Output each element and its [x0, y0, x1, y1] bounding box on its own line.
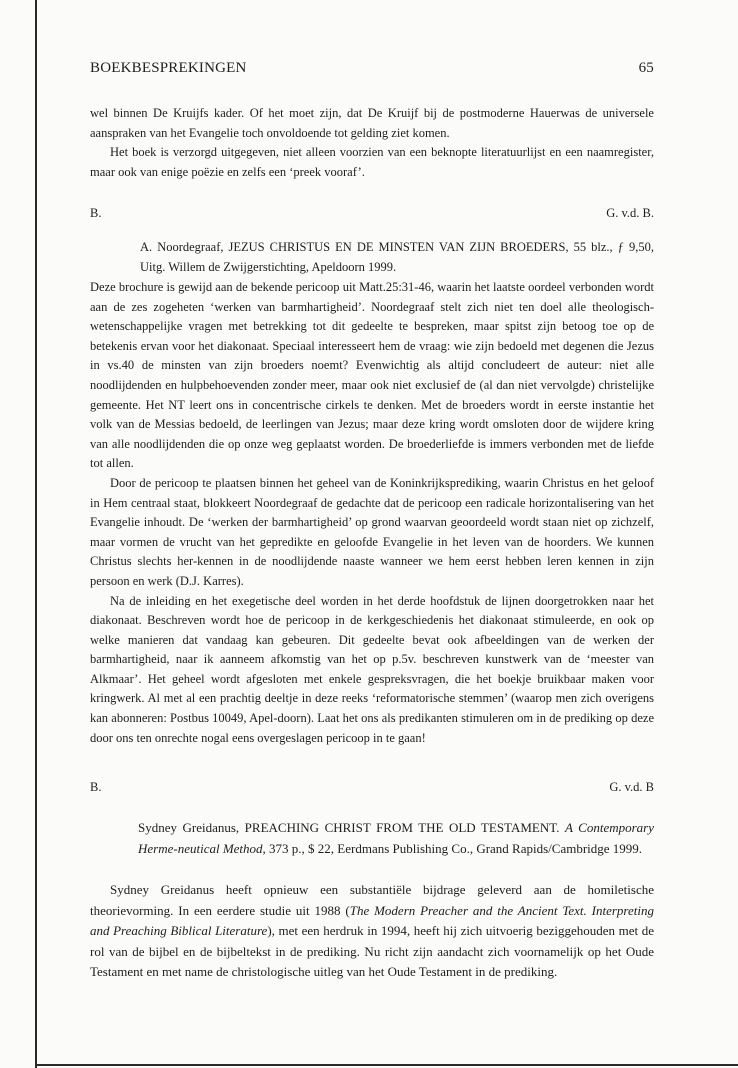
signature-initials: G. v.d. B. [606, 206, 654, 220]
citation-details: 373 p., $ 22, Eerdmans Publishing Co., Grand Rapids/Cambridge 1999. [269, 840, 643, 856]
page-bottom-rule [35, 1064, 738, 1066]
paragraph: Deze brochure is gewijd aan de bekende pericoop uit Matt.25:31-46, waarin het laatste oordeel verbonden wordt aan de zes zogeheten ‘werken van barmhartigheid’. Noordegraaf stelt zich niet ten doel alle theologisch-wetenschappelijke vragen met betrekking tot dit gedeelte te bespreken, maar spitst zijn betoog toe op de betekenis ervan voor het diakonaat. Speciaal interesseert hem de vraag: wie zijn bedoeld met degenen die Jezus in vs.40 de minsten van zijn broeders noemt? Evenwichtig als altijd concludeert de auteur: niet alle noodlijdenden en hulpbehoevenden zonder meer, maar ook niet exclusief de (al dan niet vervolgde) christelijke gemeente. Het NT leert ons in concentrische cirkels te denken. Met de broeders wordt in eerste instantie het volk van de Messias bedoeld, de leerlingen van Jezus; maar deze kring wordt omsloten door de wijdere kring van alle noodlijdenden die op onze weg geplaatst worden. De broederliefde is immers verbonden met de liefde tot allen. [90, 280, 654, 471]
citation-subtitle: A Contemporary Herme-neutical Method, [138, 820, 654, 856]
book-citation: A. Noordegraaf, JEZUS CHRISTUS EN DE MINSTEN VAN ZIJN BROEDERS, 55 blz., ƒ 9,50, Uitg. Willem de Zwijgerstichting, Apeldoorn 1999. [140, 240, 654, 274]
page-number: 65 [638, 60, 654, 76]
running-header [90, 60, 654, 77]
review-body [90, 880, 654, 983]
paragraph-text: Sydney Greidanus heeft opnieuw een substantiële bijdrage geleverd aan de homiletische theorievorming. In een eerdere studie uit 1988 ( [90, 882, 654, 918]
paragraph: Het boek is verzorgd uitgegeven, niet alleen voorzien van een beknopte literatuurlijst en een naamregister, maar ook van enige poëzie en zelfs een ‘preek vooraf’. [90, 145, 654, 179]
paragraph [90, 880, 654, 983]
paragraph-text: ), met een herdruk in 1994, heeft hij zich uitvoerig beziggehouden met de rol van de bijbel en de bijbeltekst in de prediking. Nu richt zijn aandacht zich voornamelijk op het Oude Testament en met name de christologische uitleg van het Oude Testament in de prediking. [90, 923, 654, 979]
page-left-rule [35, 0, 37, 1068]
book-citation [138, 818, 654, 859]
paragraph: Door de pericoop te plaatsen binnen het geheel van de Koninkrijksprediking, waarin Christus en het geloof in Hem centraal staat, blokkeert Noordegraaf de gedachte dat de pericoop een radicale horizontalisering van het Evangelie inhoudt. De ‘werken der barmhartigheid’ op grond waarvan geoordeeld wordt staan niet op zichzelf, maar vormen de vrucht van het gepredikte en geloofde Evangelie in het leven van de hoorders. We kunnen Christus slechts her-kennen in de noodlijdende naaste wanneer we hem eerst hebben leren kennen in zijn persoon en werk (D.J. Karres). [90, 475, 654, 588]
signature-place: B. [90, 780, 102, 794]
review-signature [90, 780, 654, 795]
signature-place: B. [90, 206, 102, 220]
paragraph: Na de inleiding en het exegetische deel worden in het derde hoofdstuk de lijnen doorgetrokken naar het diakonaat. Beschreven wordt hoe de pericoop in de kerkgeschiedenis het diakonaat stimuleerde, en ook op welke manieren dat vandaag kan gebeuren. Dit gedeelte bevat ook afbeeldingen van de werken der barmhartigheid, naar ik aanneem afkomstig van het op p.5v. beschreven kunstwerk van de ‘meester van Alkmaar’. Het geheel wordt afgesloten met enkele gespreksvragen, die het boekje bruikbaar maken voor kringwerk. Al met al een prachtig deeltje in deze reeks ‘reformatorische stemmen’ (waarop men zich overigens kan abonneren: Postbus 10049, Apel-doorn). Laat het ons als predikanten stimuleren om in de prediking op deze door ons ten onrechte nogal eens overgeslagen pericoop in te gaan! [90, 593, 654, 745]
running-title: BOEKBESPREKINGEN [90, 60, 247, 76]
cited-title: The Modern Preacher and the Ancient Text. Interpreting and Preaching Biblical Literature [90, 902, 654, 938]
review-body [90, 278, 654, 748]
paragraph: wel binnen De Kruijfs kader. Of het moet zijn, dat De Kruijf bij de postmoderne Hauerwas de universele aanspraken van het Evangelie toch onvoldoende tot gelding ziet komen. [90, 106, 654, 140]
continuation-text [90, 104, 654, 182]
review-signature [90, 206, 654, 221]
signature-initials: G. v.d. B [609, 780, 654, 794]
citation-author-title: Sydney Greidanus, PREACHING CHRIST FROM THE OLD TESTAMENT. [138, 820, 560, 835]
